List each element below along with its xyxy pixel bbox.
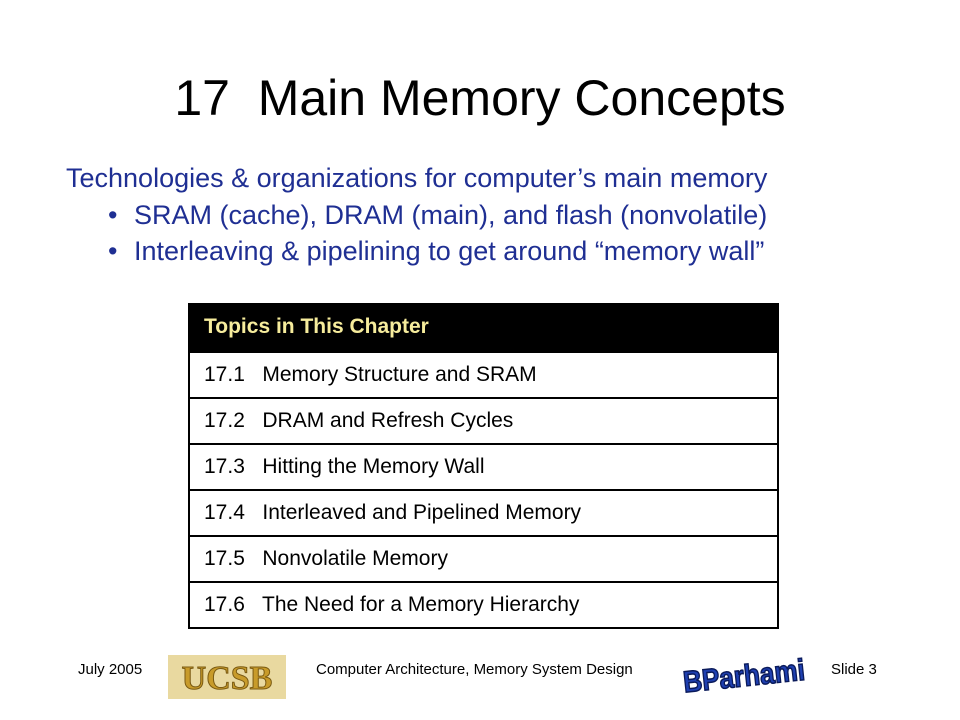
topic-row: 17.2 DRAM and Refresh Cycles <box>190 397 777 443</box>
topics-table <box>188 303 779 629</box>
bullet-item <box>108 197 767 233</box>
bullet-list <box>108 197 767 269</box>
bullet-glyph: • <box>108 200 118 230</box>
topics-table-header: Topics in This Chapter <box>190 305 777 351</box>
topic-row: 17.3 Hitting the Memory Wall <box>190 443 777 489</box>
topic-row: 17.1 Memory Structure and SRAM <box>190 351 777 397</box>
footer-course: Computer Architecture, Memory System Design <box>316 661 633 678</box>
ucsb-logo-text: UCSB <box>181 660 273 697</box>
topic-row: 17.6 The Need for a Memory Hierarchy <box>190 581 777 627</box>
bullet-item <box>108 233 767 269</box>
slide-subtitle: Technologies & organizations for computer’s main memory <box>66 163 768 193</box>
topic-row: 17.5 Nonvolatile Memory <box>190 535 777 581</box>
topic-row: 17.4 Interleaved and Pipelined Memory <box>190 489 777 535</box>
author-logo-text: BParhami <box>681 651 825 700</box>
author-logo <box>680 646 825 708</box>
slide-title: 17 Main Memory Concepts <box>174 70 786 126</box>
bullet-glyph: • <box>108 236 118 266</box>
footer-date: July 2005 <box>78 661 143 678</box>
footer-slide-number: Slide 3 <box>831 661 877 678</box>
bullet-text: Interleaving & pipelining to get around “memory wall” <box>134 236 765 266</box>
bullet-text: SRAM (cache), DRAM (main), and flash (nonvolatile) <box>134 200 768 230</box>
ucsb-logo <box>168 655 286 699</box>
